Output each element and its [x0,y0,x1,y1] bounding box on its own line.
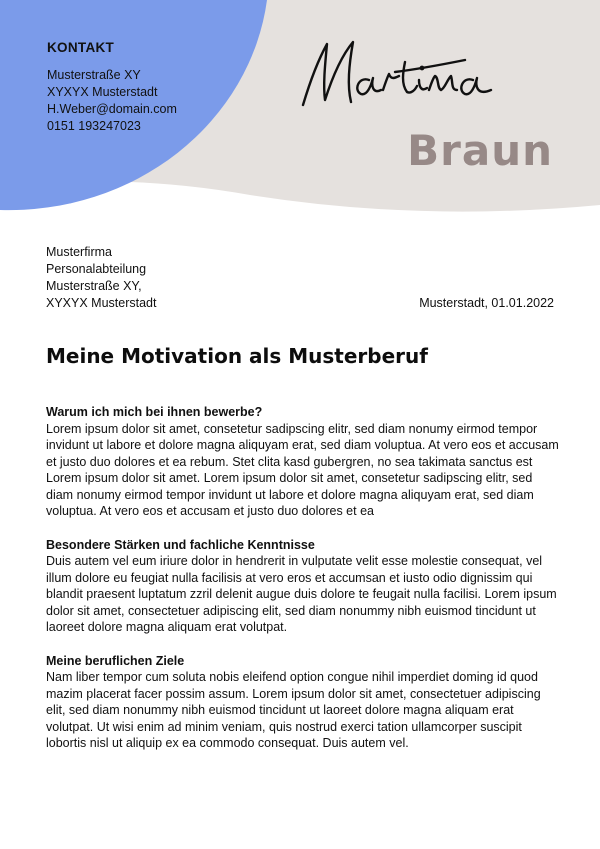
contact-email: H.Weber@domain.com [47,102,177,116]
recipient-city: XYXYX Musterstadt [46,296,157,310]
section-paragraph: Duis autem vel eum iriure dolor in hendrerit in vulputate velit esse molestie consequat, vel illum dolore eu feugiat nulla facilisis at vero eros et accumsan et iusto odio dignissim qui blandit praesent luptatum zzril delenit augue duis dolore te feugait nulla facilisi. Lorem ipsum dolor sit amet, consectetuer adipiscing elit, sed diam nonummy nibh euismod tincidunt ut laoreet dolore magna aliquam erat volutpat. [46,554,557,634]
first-name-signature [295,30,525,120]
letter-date: Musterstadt, 01.01.2022 [419,296,554,310]
section-motivation [46,404,561,520]
contact-phone: 0151 193247023 [47,119,141,133]
letter-title: Meine Motivation als Musterberuf [46,344,428,368]
contact-street: Musterstraße XY [47,68,141,82]
recipient-address [46,244,156,312]
contact-heading: KONTAKT [47,40,115,55]
recipient-street: Musterstraße XY, [46,279,142,293]
section-heading: Besondere Stärken und fachliche Kenntnisse [46,537,315,552]
section-strengths [46,537,561,636]
last-name: Braun [407,126,553,175]
recipient-company: Musterfirma [46,245,112,259]
section-heading: Warum ich mich bei ihnen bewerbe? [46,405,263,419]
recipient-department: Personalabteilung [46,262,147,276]
section-paragraph: Nam liber tempor cum soluta nobis eleifend option congue nihil imperdiet doming id quod mazim placerat facer possim assum. Lorem ipsum dolor sit amet, consectetuer adipiscing elit, sed diam nonummy nibh euismod tincidunt ut laoreet dolore magna aliquam erat volutpat. Ut wisi enim ad minim veniam, quis nostrud exerci tation ullamcorper suscipit lobortis nisl ut aliquip ex ea commodo consequat. Duis autem vel. [46,670,541,750]
section-goals [46,653,561,752]
contact-city: XYXYX Musterstadt [47,85,158,99]
section-heading: Meine beruflichen Ziele [46,653,185,668]
contact-block [47,40,177,135]
letter-body [46,404,561,769]
section-paragraph: Lorem ipsum dolor sit amet, consetetur sadipscing elitr, sed diam nonumy eirmod tempor invidunt ut labore et dolore magna aliquyam erat, sed diam voluptua. At vero eos et accusam et justo duo dolores et ea rebum. Stet clita kasd gubergren, no sea takimata sanctus est Lorem ipsum dolor sit amet. Lorem ipsum dolor sit amet, consetetur sadipscing elitr, sed diam nonumy eirmod tempor invidunt ut labore et dolore magna aliquyam erat, sed diam voluptua. At vero eos et accusam et justo duo dolores et ea [46,421,559,518]
